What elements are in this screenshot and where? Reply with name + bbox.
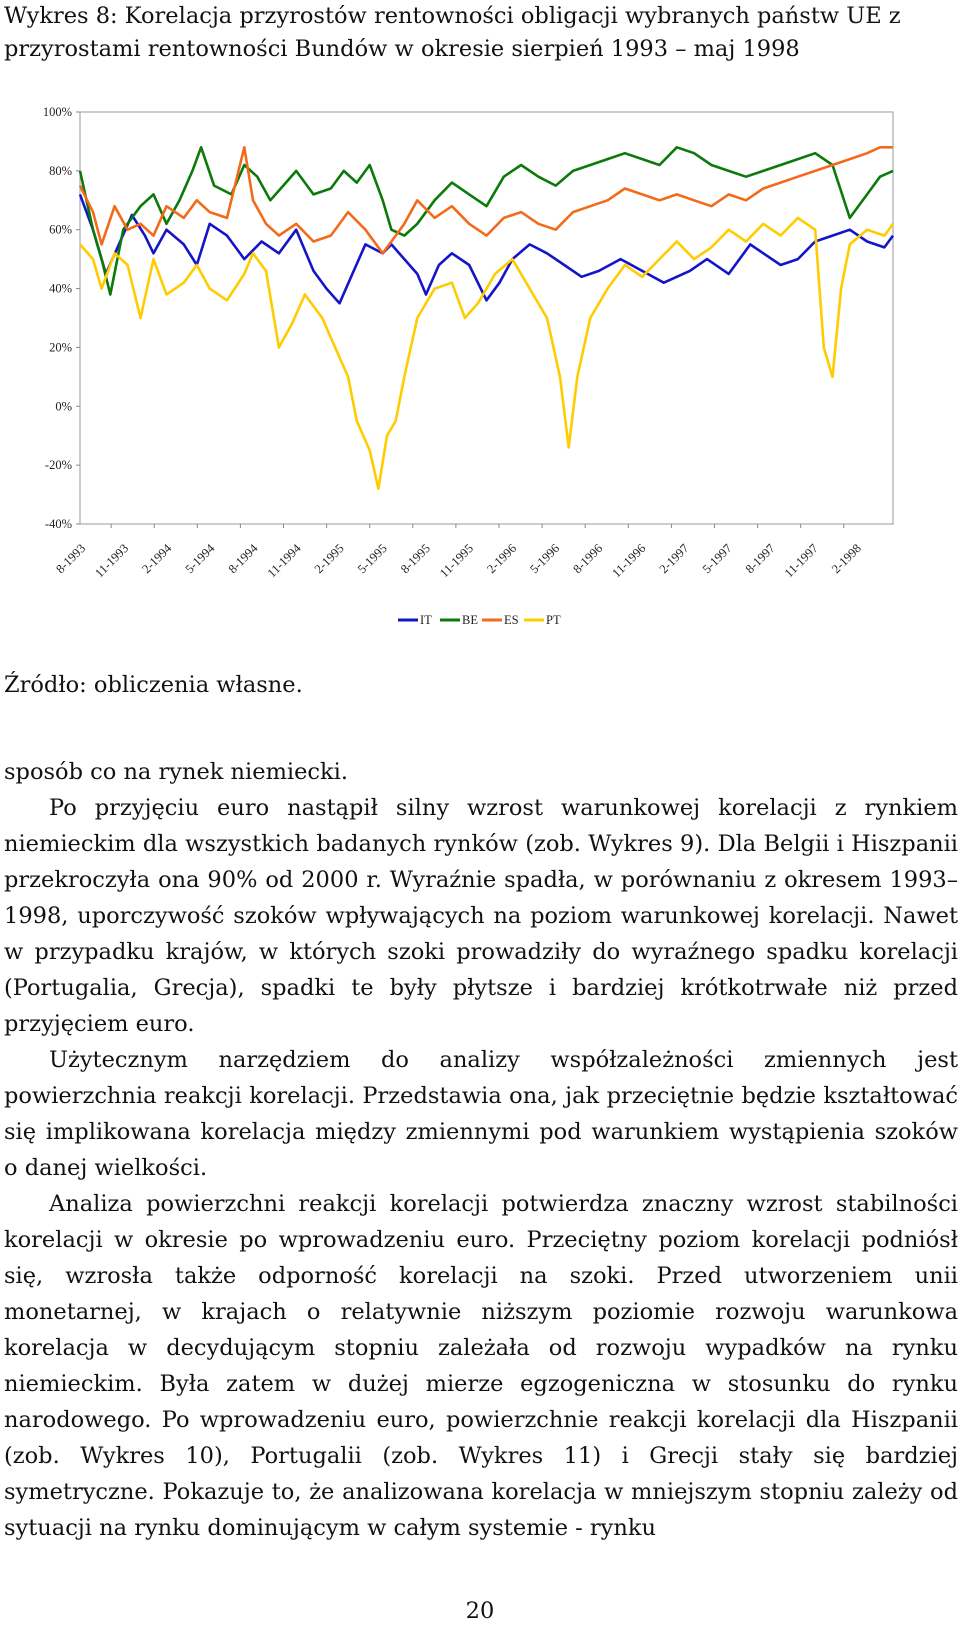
legend-label-it: IT <box>420 613 432 627</box>
legend-label-be: BE <box>462 613 478 627</box>
y-tick-label: 80% <box>49 163 72 178</box>
x-tick-label: 11-1993 <box>92 541 132 581</box>
y-tick-label: 100% <box>42 105 72 119</box>
x-tick-label: 2-1994 <box>139 541 175 577</box>
legend-label-es: ES <box>504 613 519 627</box>
y-tick-label: -40% <box>44 517 72 531</box>
paragraph: Analiza powierzchni reakcji korelacji potwierdza znaczny wzrost stabilności korelacji w okresie po wprowadzeniu euro. Przeciętny poziom korelacji podniósł się, wzrosła także odporność korelacji na szoki. Przed utworzeniem unii monetarnej, w krajach o relatywnie niższym poziomie rozwoju warunkowa korelacja w decydującym stopniu zależała od rozwoju wypadków na rynku niemieckim. Była zatem w dużej mierze egzogeniczna w stosunku do rynku narodowego. Po wprowadzeniu euro, powierzchnie reakcji korelacji dla Hiszpanii (zob. Wykres 10), Portugalii (zob. Wykres 11) i Grecji stały się bardziej symetryczne. Pokazuje to, że analizowana korelacja w mniejszym stopniu zależy od sytuacji na rynku dominującym w całym systemie - rynku <box>4 1191 958 1541</box>
x-tick-label: 5-1995 <box>354 541 390 577</box>
paragraph: sposób co na rynek niemiecki. <box>4 759 348 785</box>
legend-label-pt: PT <box>546 613 561 627</box>
y-tick-label: -20% <box>44 458 72 473</box>
x-tick-label: 5-1997 <box>699 541 735 577</box>
paragraph: Użytecznym narzędziem do analizy współzależności zmiennych jest powierzchnia reakcji korelacji. Przedstawia ona, jak przeciętnie będzie kształtować się implikowana korelacja między zmiennymi pod warunkiem wystąpienia szoków o danej wielkości. <box>4 1047 958 1181</box>
x-tick-label: 8-1993 <box>53 541 89 577</box>
x-tick-label: 11-1997 <box>781 541 821 581</box>
x-tick-label: 2-1996 <box>484 541 520 577</box>
x-tick-label: 5-1996 <box>527 541 563 577</box>
x-tick-label: 8-1996 <box>570 541 606 577</box>
y-tick-label: 60% <box>49 222 72 237</box>
body-text <box>4 754 958 1546</box>
series-line-es <box>80 147 893 253</box>
x-tick-label: 2-1995 <box>311 541 347 577</box>
x-tick-label: 2-1997 <box>656 541 692 577</box>
x-tick-label: 11-1995 <box>436 541 477 581</box>
x-tick-label: 11-1996 <box>609 541 649 581</box>
x-tick-label: 8-1994 <box>225 541 261 577</box>
figure-caption: Wykres 8: Korelacja przyrostów rentowności obligacji wybranych państw UE z przyrostami rentowności Bundów w okresie sierpień 1993 – maj 1998 <box>4 3 901 62</box>
figure-source: Źródło: obliczenia własne. <box>4 672 303 698</box>
plot-area-frame <box>80 112 893 524</box>
y-tick-label: 40% <box>49 281 72 296</box>
x-tick-label: 2-1998 <box>828 541 864 577</box>
x-tick-label: 8-1995 <box>397 541 433 577</box>
x-tick-label: 11-1994 <box>264 541 304 581</box>
x-tick-label: 8-1997 <box>742 541 778 577</box>
paragraph: Po przyjęciu euro nastąpił silny wzrost warunkowej korelacji z rynkiem niemieckim dla wszystkich badanych rynków (zob. Wykres 9). Dla Belgii i Hiszpanii przekroczyła ona 90% od 2000 r. Wyraźnie spadła, w porównaniu z okresem 1993–1998, uporczywość szoków wpływających na poziom warunkowej korelacji. Nawet w przypadku krajów, w których szoki prowadziły do wyraźnego spadku korelacji (Portugalia, Grecja), spadki te były płytsze i bardziej krótkotrwałe niż przed przyjęciem euro. <box>4 795 958 1037</box>
x-tick-label: 5-1994 <box>182 541 218 577</box>
page-number: 20 <box>465 1598 495 1624</box>
correlation-line-chart <box>0 95 960 665</box>
y-tick-label: 20% <box>49 340 72 355</box>
y-tick-label: 0% <box>55 399 72 414</box>
